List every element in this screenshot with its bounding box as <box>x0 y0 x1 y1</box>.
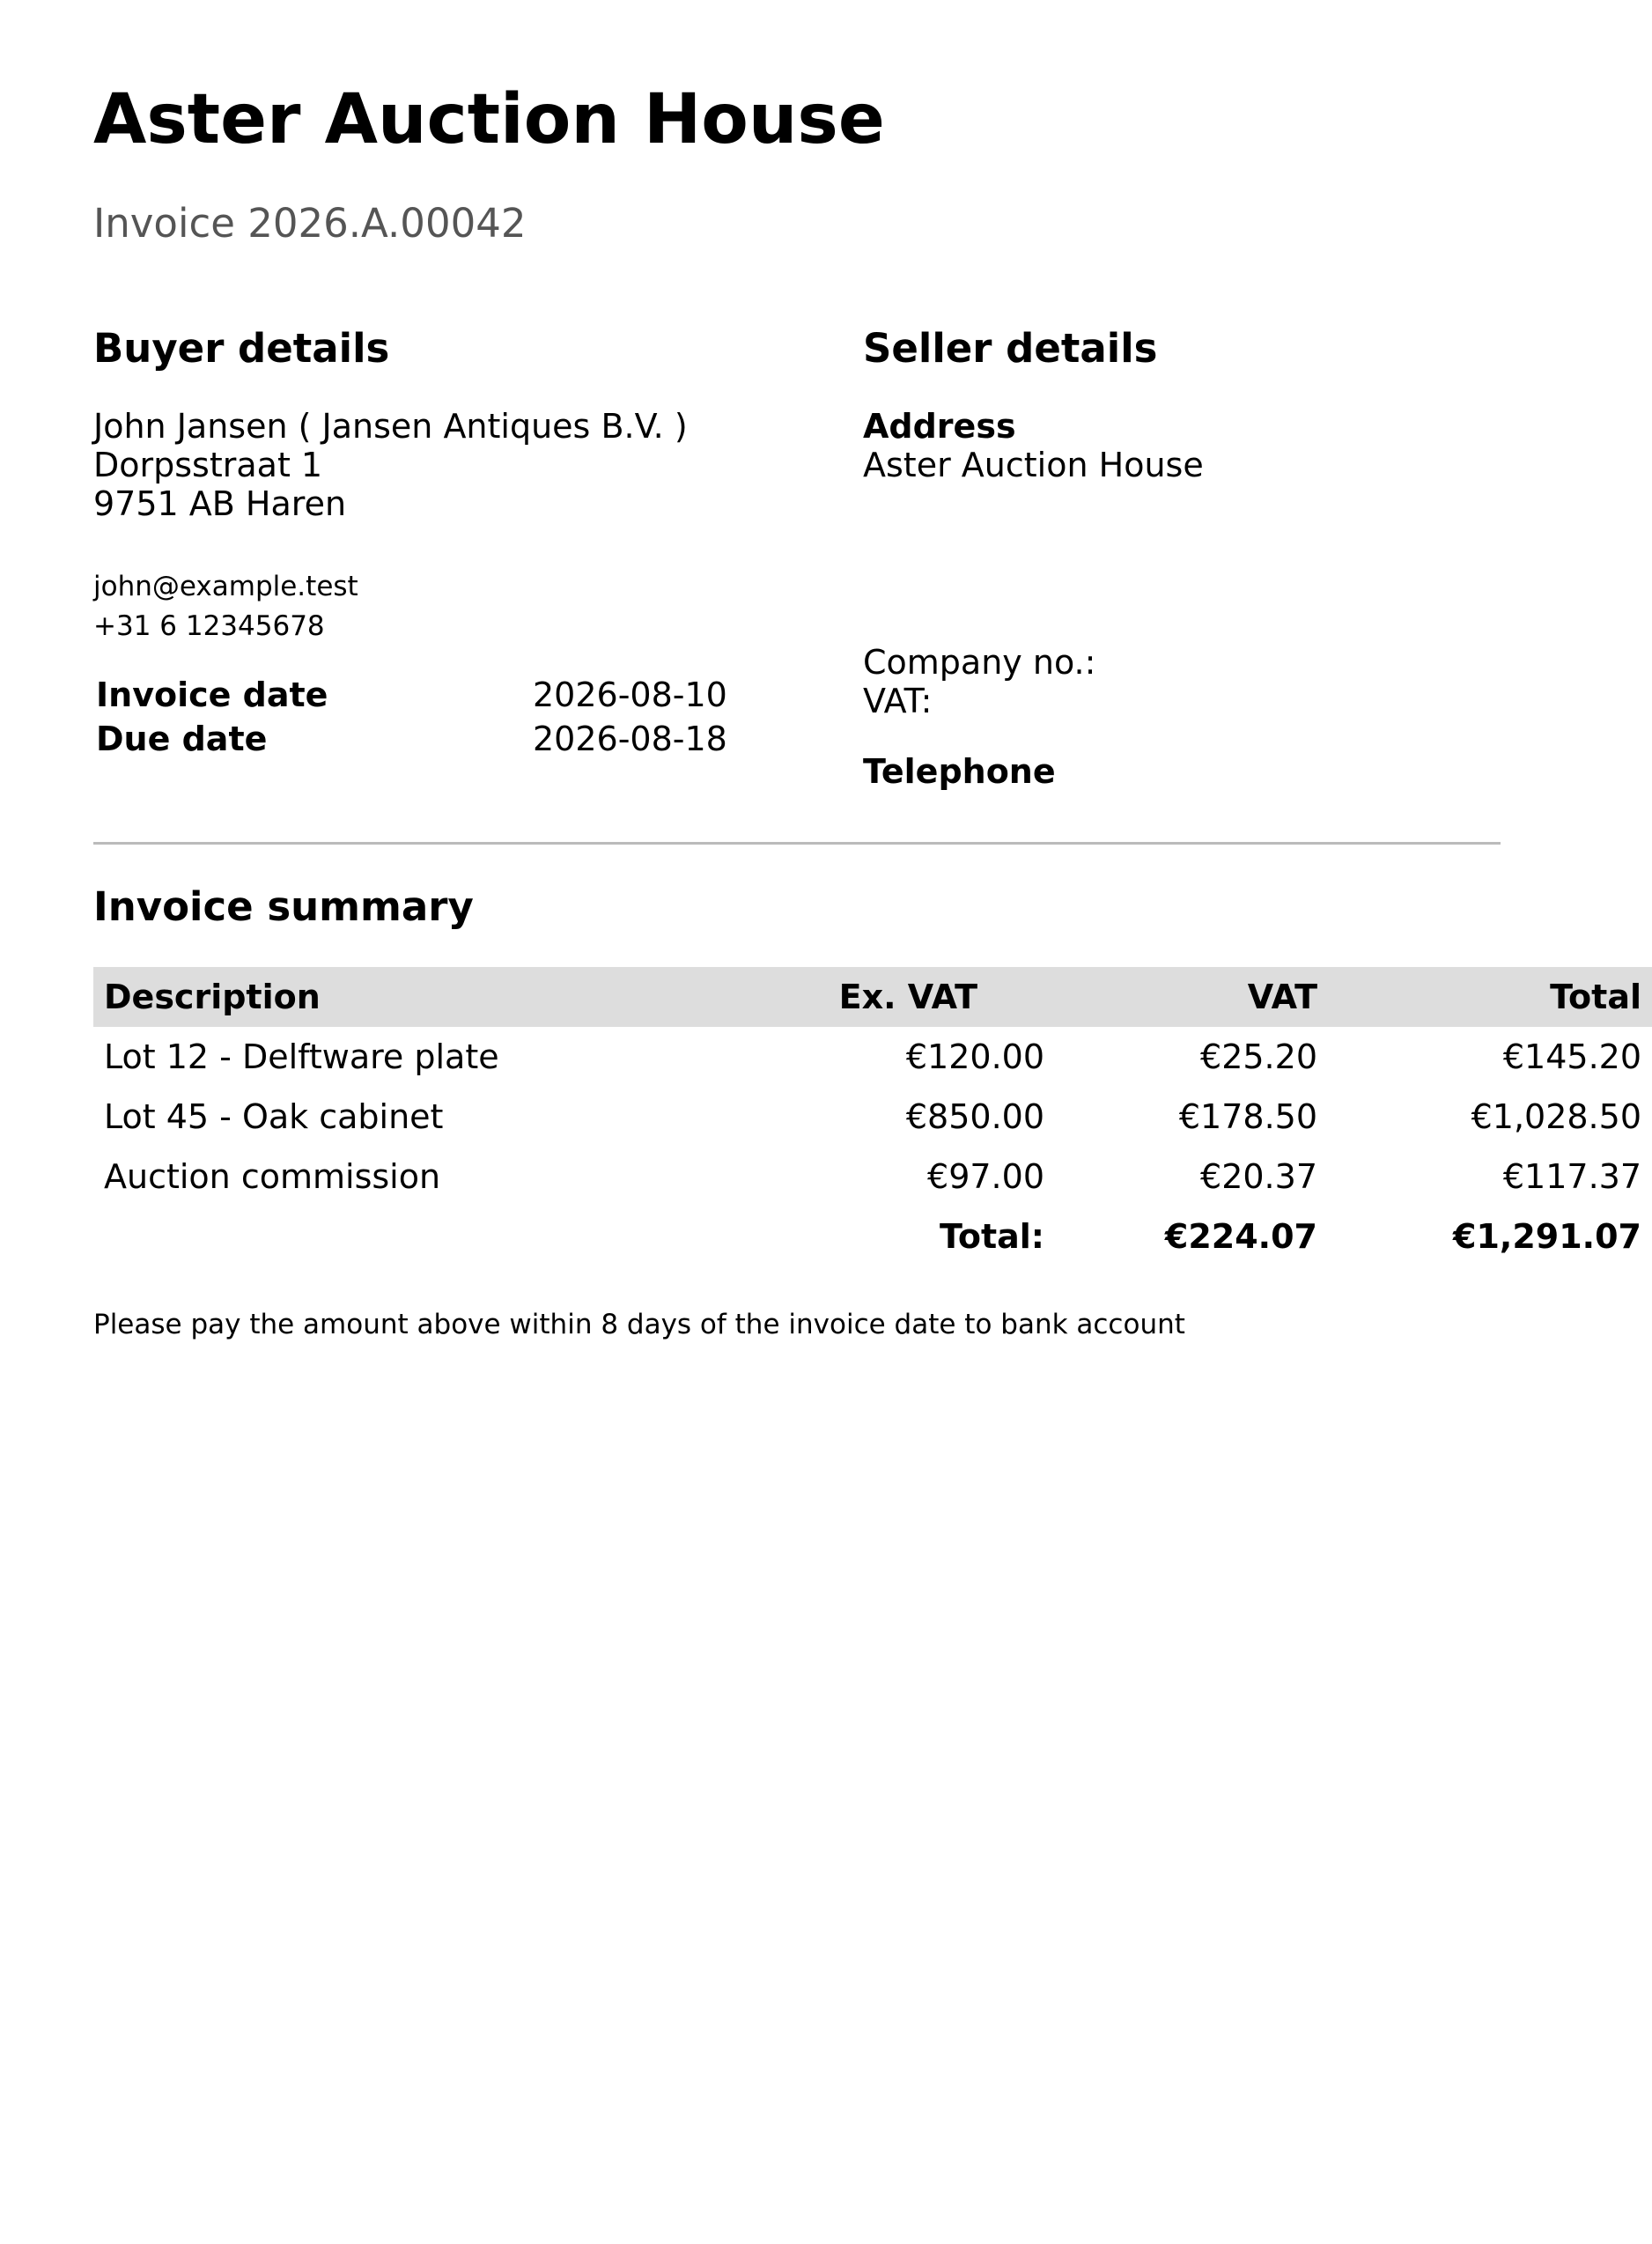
payment-note: Please pay the amount above within 8 days of the invoice date to bank account <box>93 1309 1185 1340</box>
buyer-street: Dorpsstraat 1 <box>93 446 323 484</box>
due-date-row <box>93 717 780 761</box>
table-row <box>93 1087 1652 1147</box>
seller-company-no-label: Company no.: <box>863 643 1096 682</box>
row-description: Lot 45 - Oak cabinet <box>104 1097 444 1136</box>
seller-details-section <box>863 321 1501 791</box>
row-total: €117.37 <box>1502 1157 1641 1196</box>
invoice-date-label: Invoice date <box>96 675 328 714</box>
seller-registration <box>863 643 1095 720</box>
buyer-contact <box>93 567 358 646</box>
column-header-description: Description <box>93 967 660 1027</box>
row-total: €1,028.50 <box>1471 1097 1641 1136</box>
invoice-summary-heading: Invoice summary <box>93 883 474 930</box>
row-ex-vat: €97.00 <box>927 1157 1044 1196</box>
buyer-email: john@example.test <box>93 571 358 602</box>
buyer-details-heading: Buyer details <box>93 325 390 372</box>
row-description: Auction commission <box>104 1157 441 1196</box>
row-description: Lot 12 - Delftware plate <box>104 1037 499 1076</box>
invoice-date-value: 2026-08-10 <box>533 675 727 714</box>
invoice-page <box>93 0 1641 2244</box>
seller-details-heading: Seller details <box>863 325 1158 372</box>
buyer-details-section <box>93 321 780 758</box>
invoice-number: Invoice 2026.A.00042 <box>93 200 527 247</box>
row-vat: €20.37 <box>1200 1157 1317 1196</box>
totals-label: Total: <box>939 1217 1044 1256</box>
buyer-name: John Jansen ( Jansen Antiques B.V. ) <box>93 407 688 446</box>
column-header-ex-vat: Ex. VAT <box>660 967 1055 1027</box>
section-divider <box>93 842 1501 845</box>
column-header-vat: VAT <box>1055 967 1328 1027</box>
totals-row <box>93 1207 1652 1266</box>
due-date-label: Due date <box>96 720 268 758</box>
company-name: Aster Auction House <box>93 80 885 159</box>
seller-address-name: Aster Auction House <box>863 446 1204 484</box>
table-header-row <box>93 967 1652 1027</box>
row-vat: €178.50 <box>1178 1097 1317 1136</box>
row-ex-vat: €850.00 <box>905 1097 1044 1136</box>
seller-telephone-label: Telephone <box>863 752 1056 791</box>
seller-address-label: Address <box>863 407 1016 446</box>
row-ex-vat: €120.00 <box>905 1037 1044 1076</box>
due-date-value: 2026-08-18 <box>533 720 727 758</box>
totals-vat: €224.07 <box>1164 1217 1317 1256</box>
totals-spacer <box>93 1207 660 1266</box>
invoice-date-row <box>93 673 780 717</box>
row-vat: €25.20 <box>1200 1037 1317 1076</box>
buyer-phone: +31 6 12345678 <box>93 610 325 642</box>
invoice-summary-table <box>93 967 1652 1266</box>
row-total: €145.20 <box>1502 1037 1641 1076</box>
buyer-address <box>93 407 688 523</box>
table-row <box>93 1027 1652 1087</box>
column-header-total: Total <box>1328 967 1652 1027</box>
seller-vat-label: VAT: <box>863 682 933 720</box>
seller-address <box>863 446 1204 484</box>
invoice-dates <box>93 673 780 761</box>
table-row <box>93 1147 1652 1207</box>
buyer-postal-city: 9751 AB Haren <box>93 484 347 523</box>
totals-total: €1,291.07 <box>1453 1217 1641 1256</box>
